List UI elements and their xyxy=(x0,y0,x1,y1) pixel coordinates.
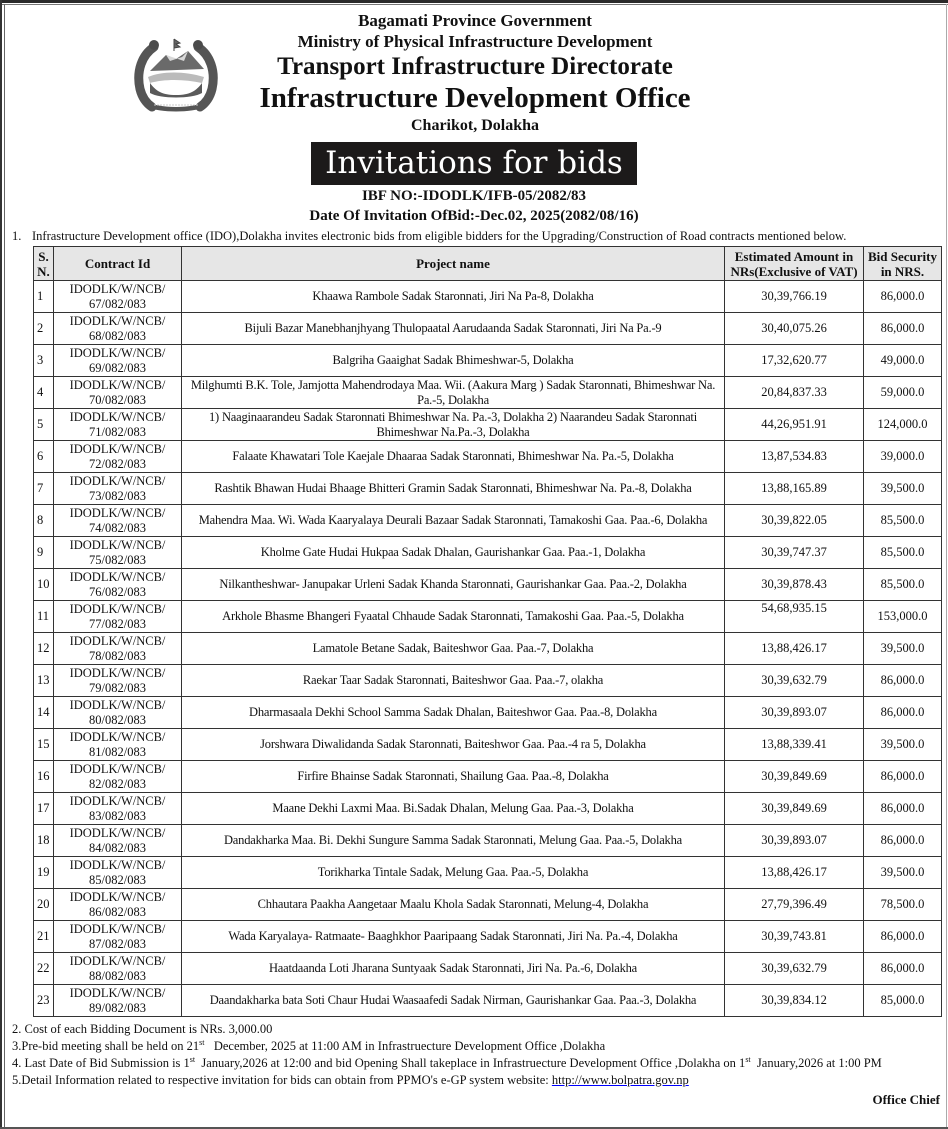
contract-id-line2: 89/082/083 xyxy=(89,1000,146,1015)
cell-estimated-amount: 30,39,834.12 xyxy=(725,985,864,1017)
table-body xyxy=(34,281,942,1017)
province-name: Bagamati Province Government xyxy=(358,11,592,30)
table-row xyxy=(34,953,942,985)
cell-serial-number: 20 xyxy=(34,889,54,921)
cell-contract-id xyxy=(54,665,182,697)
note-detail-information xyxy=(12,1072,948,1089)
contract-id-line2: 81/082/083 xyxy=(89,744,146,759)
cell-project-name: Balgriha Gaaighat Sadak Bhimeshwar-5, Dolakha xyxy=(182,345,725,377)
table-row xyxy=(34,409,942,441)
cell-estimated-amount: 20,84,837.33 xyxy=(725,377,864,409)
bids-table-wrapper xyxy=(33,246,941,1017)
cell-contract-id xyxy=(54,569,182,601)
header-contract-id: Contract Id xyxy=(54,247,182,281)
cell-estimated-amount: 30,39,632.79 xyxy=(725,953,864,985)
cell-contract-id xyxy=(54,825,182,857)
cell-bid-security: 39,500.0 xyxy=(864,633,942,665)
contract-id-line2: 73/082/083 xyxy=(89,488,146,503)
cell-serial-number: 10 xyxy=(34,569,54,601)
cell-contract-id xyxy=(54,953,182,985)
cell-serial-number: 18 xyxy=(34,825,54,857)
cell-contract-id xyxy=(54,281,182,313)
cell-project-name: Maane Dekhi Laxmi Maa. Bi.Sadak Dhalan, Melung Gaa. Paa.-3, Dolakha xyxy=(182,793,725,825)
contract-id-line1: IDODLK/W/NCB/ xyxy=(69,633,166,648)
cell-project-name: Dharmasaala Dekhi School Samma Sadak Dhalan, Baiteshwor Gaa. Paa.-8, Dolakha xyxy=(182,697,725,729)
cell-bid-security: 86,000.0 xyxy=(864,313,942,345)
table-row xyxy=(34,473,942,505)
invitation-date: Date Of Invitation OfBid:-Dec.02, 2025(2082/08/16) xyxy=(309,208,639,224)
table-row xyxy=(34,921,942,953)
contract-id-line2: 84/082/083 xyxy=(89,840,146,855)
header-security-line1: Bid Security xyxy=(868,248,937,264)
cell-contract-id xyxy=(54,473,182,505)
contract-id-line1: IDODLK/W/NCB/ xyxy=(69,281,166,296)
header-sn-line1: S. xyxy=(38,248,49,264)
contract-id-line1: IDODLK/W/NCB/ xyxy=(69,889,166,904)
cell-estimated-amount: 30,39,632.79 xyxy=(725,665,864,697)
contract-id-line1: IDODLK/W/NCB/ xyxy=(69,345,166,360)
cell-contract-id xyxy=(54,793,182,825)
cell-estimated-amount: 30,39,747.37 xyxy=(725,537,864,569)
note4-sup1: st xyxy=(189,1054,196,1064)
cell-contract-id xyxy=(54,377,182,409)
contract-id-line2: 69/082/083 xyxy=(89,360,146,375)
cell-project-name: Bijuli Bazar Manebhanjhyang Thulopaatal Aarudaanda Sadak Staronnati, Jiri Na Pa.-9 xyxy=(182,313,725,345)
contract-id-line1: IDODLK/W/NCB/ xyxy=(69,505,166,520)
cell-estimated-amount: 13,87,534.83 xyxy=(725,441,864,473)
table-row xyxy=(34,569,942,601)
contract-id-line2: 74/082/083 xyxy=(89,520,146,535)
header-bid-security xyxy=(864,247,942,281)
office-location: Charikot, Dolakha xyxy=(410,117,540,134)
table-header-row xyxy=(34,247,942,281)
cell-contract-id xyxy=(54,537,182,569)
contract-id-line1: IDODLK/W/NCB/ xyxy=(69,537,166,552)
cell-contract-id xyxy=(54,441,182,473)
cell-project-name: Rashtik Bhawan Hudai Bhaage Bhitteri Gramin Sadak Staronnati, Bhimeshwar Na. Pa.-8, Dolakha xyxy=(182,473,725,505)
intro-text: Infrastructure Development office (IDO),Dolakha invites electronic bids from eligible bidders for the Upgrading/Construction of Road contracts mentioned below. xyxy=(32,229,847,243)
cell-contract-id xyxy=(54,505,182,537)
contract-id-line2: 82/082/083 xyxy=(89,776,146,791)
note4-sup2: st xyxy=(745,1054,751,1064)
cell-estimated-amount: 27,79,396.49 xyxy=(725,889,864,921)
contract-id-line1: IDODLK/W/NCB/ xyxy=(69,441,166,456)
contract-id-line2: 79/082/083 xyxy=(89,680,146,695)
contract-id-line2: 68/082/083 xyxy=(89,328,146,343)
note-pre-bid-meeting xyxy=(12,1038,948,1055)
intro-paragraph xyxy=(12,228,948,244)
cell-estimated-amount: 13,88,426.17 xyxy=(725,633,864,665)
cell-project-name: Dandakharka Maa. Bi. Dekhi Sungure Samma Sadak Staronnati, Melung Gaa. Paa.-5, Dolakha xyxy=(182,825,725,857)
cell-contract-id xyxy=(54,697,182,729)
cell-contract-id xyxy=(54,761,182,793)
contract-id-line1: IDODLK/W/NCB/ xyxy=(69,569,166,584)
cell-project-name: Lamatole Betane Sadak, Baiteshwor Gaa. Paa.-7, Dolakha xyxy=(182,633,725,665)
cell-estimated-amount: 30,40,075.26 xyxy=(725,313,864,345)
cell-project-name: Nilkantheshwar- Janupakar Urleni Sadak Khanda Staronnati, Gaurishankar Gaa. Paa.-2, Dolakha xyxy=(182,569,725,601)
note3-sup: st xyxy=(199,1037,205,1047)
contract-id-line1: IDODLK/W/NCB/ xyxy=(69,857,166,872)
contract-id-line2: 76/082/083 xyxy=(89,584,146,599)
cell-estimated-amount: 13,88,339.41 xyxy=(725,729,864,761)
cell-bid-security: 85,500.0 xyxy=(864,569,942,601)
intro-number: 1. xyxy=(12,229,22,243)
contract-id-line2: 86/082/083 xyxy=(89,904,146,919)
cell-project-name: Firfire Bhainse Sadak Staronnati, Shailung Gaa. Paa.-8, Dolakha xyxy=(182,761,725,793)
cell-project-name: Torikharka Tintale Sadak, Melung Gaa. Paa.-5, Dolakha xyxy=(182,857,725,889)
cell-project-name: Kholme Gate Hudai Hukpaa Sadak Dhalan, Gaurishankar Gaa. Paa.-1, Dolakha xyxy=(182,537,725,569)
directorate-name: Transport Infrastructure Directorate xyxy=(277,53,673,80)
contract-id-line2: 71/082/083 xyxy=(89,424,146,439)
table-row xyxy=(34,793,942,825)
table-row xyxy=(34,537,942,569)
cell-bid-security: 86,000.0 xyxy=(864,793,942,825)
table-row xyxy=(34,441,942,473)
header-estimated-line2: NRs(Exclusive of VAT) xyxy=(730,263,858,279)
contract-id-line2: 83/082/083 xyxy=(89,808,146,823)
contract-id-line1: IDODLK/W/NCB/ xyxy=(69,377,166,392)
table-row xyxy=(34,985,942,1017)
cell-contract-id xyxy=(54,985,182,1017)
office-name: Infrastructure Development Office xyxy=(259,82,691,114)
cell-project-name: Falaate Khawatari Tole Kaejale Dhaaraa Sadak Staronnati, Bhimeshwar Na. Pa.-5, Dolakha xyxy=(182,441,725,473)
table-row xyxy=(34,313,942,345)
cell-estimated-amount: 17,32,620.77 xyxy=(725,345,864,377)
cell-serial-number: 1 xyxy=(34,281,54,313)
table-row xyxy=(34,761,942,793)
note4-text-c: January,2026 at 1:00 PM xyxy=(750,1056,882,1070)
contract-id-line1: IDODLK/W/NCB/ xyxy=(69,601,166,616)
contract-id-line2: 88/082/083 xyxy=(89,968,146,983)
cell-estimated-amount: 13,88,165.89 xyxy=(725,473,864,505)
cell-bid-security: 39,000.0 xyxy=(864,441,942,473)
cell-estimated-amount: 30,39,743.81 xyxy=(725,921,864,953)
cell-serial-number: 5 xyxy=(34,409,54,441)
header-sn-line2: N. xyxy=(37,263,50,279)
table-row xyxy=(34,729,942,761)
cell-serial-number: 14 xyxy=(34,697,54,729)
cell-bid-security: 86,000.0 xyxy=(864,921,942,953)
contract-id-line1: IDODLK/W/NCB/ xyxy=(69,409,166,424)
cell-bid-security: 86,000.0 xyxy=(864,697,942,729)
cell-estimated-amount: 30,39,822.05 xyxy=(725,505,864,537)
table-row xyxy=(34,345,942,377)
cell-serial-number: 9 xyxy=(34,537,54,569)
cell-bid-security: 86,000.0 xyxy=(864,953,942,985)
cell-estimated-amount: 30,39,849.69 xyxy=(725,761,864,793)
contract-id-line1: IDODLK/W/NCB/ xyxy=(69,953,166,968)
contract-id-line2: 87/082/083 xyxy=(89,936,146,951)
table-row xyxy=(34,633,942,665)
signature-office-chief: Office Chief xyxy=(872,1092,940,1107)
contract-id-line2: 67/082/083 xyxy=(89,296,146,311)
cell-project-name: Wada Karyalaya- Ratmaate- Baaghkhor Paaripaang Sadak Staronnati, Jiri Na. Pa.-4, Dolakha xyxy=(182,921,725,953)
table-row xyxy=(34,281,942,313)
cell-serial-number: 19 xyxy=(34,857,54,889)
header-estimated-amount xyxy=(725,247,864,281)
note3-text-b: December, 2025 at 11:00 AM in Infrastruecture Development Office ,Dolakha xyxy=(204,1039,606,1053)
cell-project-name: Jorshwara Diwalidanda Sadak Staronnati, Baiteshwor Gaa. Paa.-4 ra 5, Dolakha xyxy=(182,729,725,761)
cell-estimated-amount: 30,39,849.69 xyxy=(725,793,864,825)
contract-id-line2: 70/082/083 xyxy=(89,392,146,407)
title-wrapper xyxy=(0,142,948,186)
cell-estimated-amount: 30,39,893.07 xyxy=(725,697,864,729)
contract-id-line2: 78/082/083 xyxy=(89,648,146,663)
note5-text: 5.Detail Information related to respective invitation for bids can obtain from PPMO's e-GP system website: xyxy=(12,1073,552,1087)
cell-bid-security: 86,000.0 xyxy=(864,825,942,857)
note4-text-a: 4. Last Date of Bid Submission is 1 xyxy=(12,1056,190,1070)
bolpatra-link[interactable]: http://www.bolpatra.gov.np xyxy=(551,1073,689,1087)
cell-serial-number: 16 xyxy=(34,761,54,793)
cell-contract-id xyxy=(54,313,182,345)
cell-bid-security: 78,500.0 xyxy=(864,889,942,921)
cell-bid-security: 86,000.0 xyxy=(864,761,942,793)
cell-bid-security: 85,000.0 xyxy=(864,985,942,1017)
cell-serial-number: 12 xyxy=(34,633,54,665)
cell-serial-number: 7 xyxy=(34,473,54,505)
cell-serial-number: 23 xyxy=(34,985,54,1017)
contract-id-line1: IDODLK/W/NCB/ xyxy=(69,793,166,808)
cell-serial-number: 6 xyxy=(34,441,54,473)
cell-contract-id xyxy=(54,409,182,441)
cell-serial-number: 11 xyxy=(34,601,54,633)
cell-bid-security: 49,000.0 xyxy=(864,345,942,377)
contract-id-line2: 77/082/083 xyxy=(89,616,146,631)
contract-id-line2: 85/082/083 xyxy=(89,872,146,887)
cell-bid-security: 39,500.0 xyxy=(864,857,942,889)
cell-bid-security: 86,000.0 xyxy=(864,281,942,313)
cell-project-name: Milghumti B.K. Tole, Jamjotta Mahendrodaya Maa. Wii. (Aakura Marg ) Sadak Staronnati, Bhimeshwar Na. Pa.-5, Dolakha xyxy=(182,377,725,409)
contract-id-line1: IDODLK/W/NCB/ xyxy=(69,697,166,712)
cell-project-name: 1) Naaginaarandeu Sadak Staronnati Bhimeshwar Na. Pa.-3, Dolakha 2) Naarandeu Sadak Staronnati Bhimeshwar Na.Pa.-3, Dolakha xyxy=(182,409,725,441)
cell-contract-id xyxy=(54,857,182,889)
cell-bid-security: 85,500.0 xyxy=(864,537,942,569)
contract-id-line1: IDODLK/W/NCB/ xyxy=(69,761,166,776)
cell-project-name: Raekar Taar Sadak Staronnati, Baiteshwor Gaa. Paa.-7, olakha xyxy=(182,665,725,697)
contract-id-line1: IDODLK/W/NCB/ xyxy=(69,473,166,488)
table-row xyxy=(34,505,942,537)
header-estimated-line1: Estimated Amount in xyxy=(734,248,854,264)
contract-id-line1: IDODLK/W/NCB/ xyxy=(69,825,166,840)
table-row xyxy=(34,697,942,729)
cell-estimated-amount: 44,26,951.91 xyxy=(725,409,864,441)
cell-contract-id xyxy=(54,633,182,665)
header-security-line2: in NRS. xyxy=(880,263,925,279)
nepal-emblem-icon xyxy=(132,37,220,113)
note4-text-b: January,2026 at 12:00 and bid Opening Shall takeplace in Infrastruecture Development Office ,Dolakha on 1 xyxy=(195,1056,746,1070)
cell-project-name: Daandakharka bata Soti Chaur Hudai Waasaafedi Sadak Nirman, Gaurishankar Gaa. Paa.-3, Dolakha xyxy=(182,985,725,1017)
contract-id-line2: 75/082/083 xyxy=(89,552,146,567)
cell-estimated-amount: 54,68,935.15 xyxy=(725,601,864,633)
cell-estimated-amount: 30,39,766.19 xyxy=(725,281,864,313)
cell-serial-number: 22 xyxy=(34,953,54,985)
table-row xyxy=(34,857,942,889)
cell-estimated-amount: 13,88,426.17 xyxy=(725,857,864,889)
cell-serial-number: 13 xyxy=(34,665,54,697)
cell-bid-security: 153,000.0 xyxy=(864,601,942,633)
cell-contract-id xyxy=(54,889,182,921)
ministry-name: Ministry of Physical Infrastructure Development xyxy=(297,32,653,51)
contract-id-line1: IDODLK/W/NCB/ xyxy=(69,729,166,744)
contract-id-line1: IDODLK/W/NCB/ xyxy=(69,985,166,1000)
bids-table xyxy=(33,246,942,1017)
cell-bid-security: 86,000.0 xyxy=(864,665,942,697)
cell-serial-number: 4 xyxy=(34,377,54,409)
table-row xyxy=(34,601,942,633)
cell-bid-security: 59,000.0 xyxy=(864,377,942,409)
cell-serial-number: 21 xyxy=(34,921,54,953)
contract-id-line1: IDODLK/W/NCB/ xyxy=(69,665,166,680)
cell-serial-number: 15 xyxy=(34,729,54,761)
cell-contract-id xyxy=(54,601,182,633)
cell-serial-number: 8 xyxy=(34,505,54,537)
notes-section xyxy=(12,1021,948,1089)
cell-serial-number: 3 xyxy=(34,345,54,377)
table-row xyxy=(34,665,942,697)
contract-id-line1: IDODLK/W/NCB/ xyxy=(69,921,166,936)
contract-id-line2: 72/082/083 xyxy=(89,456,146,471)
cell-bid-security: 39,500.0 xyxy=(864,729,942,761)
cell-project-name: Khaawa Rambole Sadak Staronnati, Jiri Na Pa-8, Dolakha xyxy=(182,281,725,313)
note-bidding-document-cost: 2. Cost of each Bidding Document is NRs. 3,000.00 xyxy=(12,1022,273,1036)
cell-serial-number: 17 xyxy=(34,793,54,825)
contract-id-line2: 80/082/083 xyxy=(89,712,146,727)
contract-id-line1: IDODLK/W/NCB/ xyxy=(69,313,166,328)
cell-contract-id xyxy=(54,729,182,761)
cell-bid-security: 85,500.0 xyxy=(864,505,942,537)
cell-project-name: Arkhole Bhasme Bhangeri Fyaatal Chhaude Sadak Staronnati, Tamakoshi Gaa. Paa.-5, Dolakha xyxy=(182,601,725,633)
table-row xyxy=(34,825,942,857)
masthead xyxy=(0,10,948,142)
notice-title: Invitations for bids xyxy=(311,142,637,185)
header-project-name: Project name xyxy=(182,247,725,281)
table-row xyxy=(34,377,942,409)
cell-project-name: Chhautara Paakha Aangetaar Maalu Khola Sadak Staronnati, Melung-4, Dolakha xyxy=(182,889,725,921)
table-row xyxy=(34,889,942,921)
note3-text-a: 3.Pre-bid meeting shall be held on 21 xyxy=(12,1039,200,1053)
cell-estimated-amount: 30,39,878.43 xyxy=(725,569,864,601)
cell-project-name: Mahendra Maa. Wi. Wada Kaaryalaya Deurali Bazaar Sadak Staronnati, Tamakoshi Gaa. Paa.-6, Dolakha xyxy=(182,505,725,537)
cell-bid-security: 39,500.0 xyxy=(864,473,942,505)
cell-contract-id xyxy=(54,345,182,377)
note-bid-submission xyxy=(12,1055,948,1072)
cell-serial-number: 2 xyxy=(34,313,54,345)
ibf-number: IBF NO:-IDODLK/IFB-05/2082/83 xyxy=(361,188,587,204)
cell-estimated-amount: 30,39,893.07 xyxy=(725,825,864,857)
cell-contract-id xyxy=(54,921,182,953)
cell-project-name: Haatdaanda Loti Jharana Suntyaak Sadak Staronnati, Jiri Na. Pa.-6, Dolakha xyxy=(182,953,725,985)
header-serial-number xyxy=(34,247,54,281)
cell-bid-security: 124,000.0 xyxy=(864,409,942,441)
